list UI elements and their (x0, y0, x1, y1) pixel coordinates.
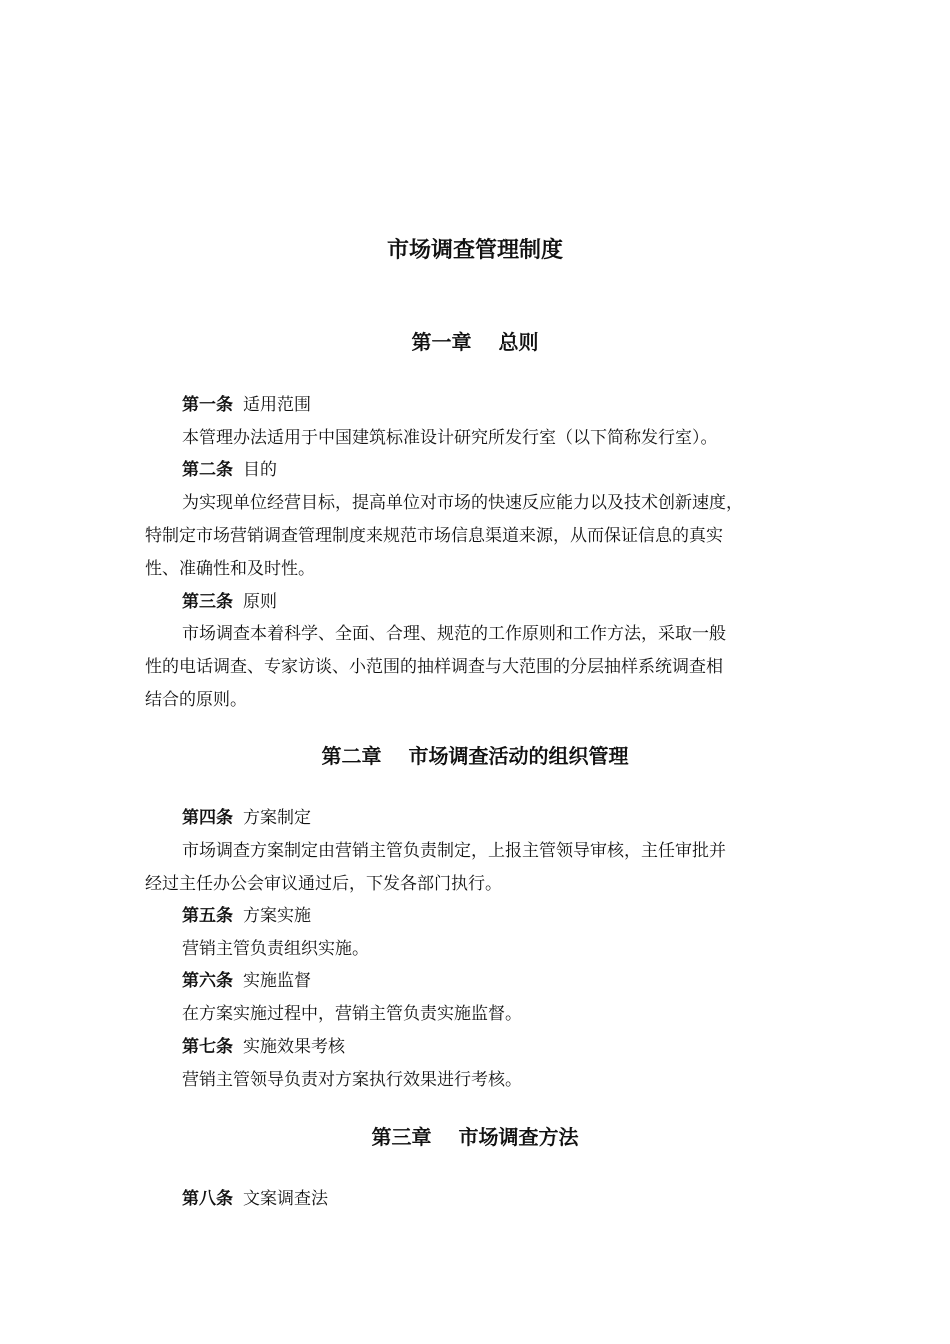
article-body-line: 营销主管领导负责对方案执行效果进行考核。 (182, 1070, 522, 1090)
article-6-heading (182, 968, 311, 994)
article-number: 第三条 (182, 592, 233, 612)
article-name: 适用范围 (243, 395, 311, 415)
article-7-heading (182, 1034, 345, 1060)
article-2-body-line-1 (182, 490, 743, 516)
article-number: 第四条 (182, 808, 233, 828)
article-number: 第八条 (182, 1189, 233, 1209)
article-body-line: 性、准确性和及时性。 (145, 559, 315, 579)
article-number: 第五条 (182, 906, 233, 926)
article-body-line: 营销主管负责组织实施。 (182, 939, 369, 959)
article-number: 第二条 (182, 460, 233, 480)
article-3-body-line-3 (145, 687, 247, 713)
article-number: 第六条 (182, 971, 233, 991)
article-1-body (182, 425, 718, 451)
article-body-line: 市场调查本着科学、全面、合理、规范的工作原则和工作方法，采取一般 (182, 624, 726, 644)
article-name: 方案实施 (243, 906, 311, 926)
article-4-heading (182, 805, 311, 831)
article-body-line: 本管理办法适用于中国建筑标准设计研究所发行室（以下简称发行室）。 (182, 428, 718, 448)
article-2-heading (182, 457, 277, 483)
article-2-body-line-3 (145, 556, 315, 582)
article-2-body-line-2 (145, 523, 723, 549)
article-name: 实施监督 (243, 971, 311, 991)
article-name: 实施效果考核 (243, 1037, 345, 1057)
article-3-body-line-1 (182, 621, 726, 647)
article-5-body-line-1 (182, 936, 369, 962)
article-3-heading (182, 589, 277, 615)
article-body-line: 结合的原则。 (145, 690, 247, 710)
chapter-heading-3: 第三章 市场调查方法 (371, 1125, 579, 1149)
article-7-body-line-1 (182, 1067, 522, 1093)
article-5-heading (182, 903, 311, 929)
article-body-line: 性的电话调查、专家访谈、小范围的抽样调查与大范围的分层抽样系统调查相 (145, 657, 723, 677)
article-name: 方案制定 (243, 808, 311, 828)
article-4-body-line-2 (145, 871, 502, 897)
article-body-line: 特制定市场营销调查管理制度来规范市场信息渠道来源，从而保证信息的真实 (145, 526, 723, 546)
chapter-heading-1: 第一章 总则 (411, 330, 539, 354)
chapter-heading-2: 第二章 市场调查活动的组织管理 (321, 744, 629, 768)
article-4-body-line-1 (182, 838, 726, 864)
document-title: 市场调查管理制度 (386, 238, 563, 263)
article-6-body-line-1 (182, 1001, 522, 1027)
article-body-line: 市场调查方案制定由营销主管负责制定，上报主管领导审核，主任审批并 (182, 841, 726, 861)
article-3-body-line-2 (145, 654, 723, 680)
article-8-heading (182, 1186, 328, 1212)
article-1-heading (182, 392, 311, 418)
article-body-line: 为实现单位经营目标，提高单位对市场的快速反应能力以及技术创新速度， (182, 493, 743, 513)
article-name: 原则 (243, 592, 277, 612)
article-body-line: 经过主任办公会审议通过后，下发各部门执行。 (145, 874, 502, 894)
article-body-line: 在方案实施过程中，营销主管负责实施监督。 (182, 1004, 522, 1024)
article-number: 第一条 (182, 395, 233, 415)
article-name: 目的 (243, 460, 277, 480)
article-number: 第七条 (182, 1037, 233, 1057)
article-name: 文案调查法 (243, 1189, 328, 1209)
